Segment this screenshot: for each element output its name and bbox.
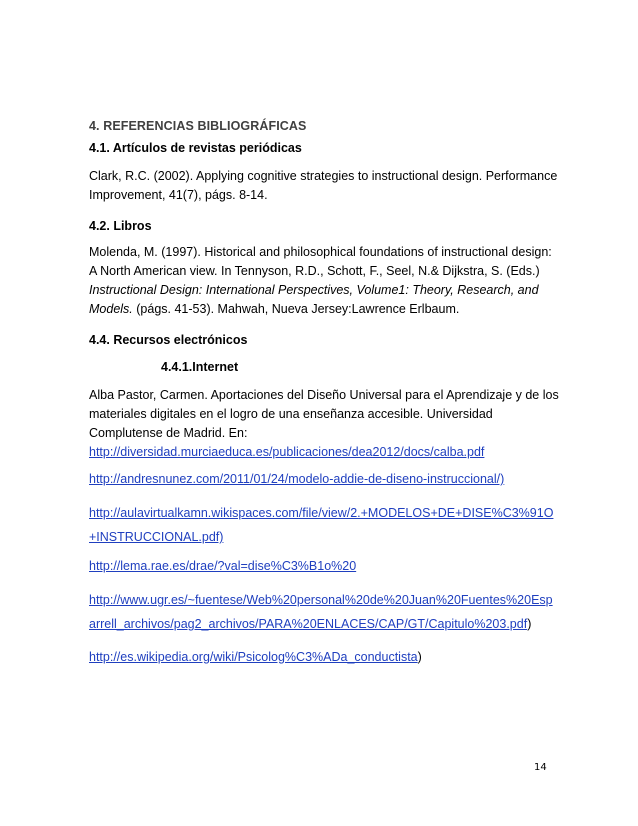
reference-clark: Clark, R.C. (2002). Applying cognitive strategies to instructional design. Performance Improvement, 41(7), págs. 8-14.: [89, 169, 558, 202]
link-ugr-capitulo[interactable]: http://www.ugr.es/~fuentese/Web%20personal%20de%20Juan%20Fuentes%20Esparrell_archivos/pag2_archivos/PARA%20ENLACES/CAP/GT/Capitulo%203.pdf: [89, 593, 553, 631]
link-ugr-suffix: ): [527, 617, 532, 631]
link-line-2: [89, 470, 559, 489]
reference-molenda: [89, 243, 559, 319]
page-number: 14: [534, 762, 547, 773]
reference-alba-pastor: Alba Pastor, Carmen. Aportaciones del Diseño Universal para el Aprendizaje y de los materiales digitales en el logro de una enseñanza accesible. Universidad Complutense de Madrid. En:: [89, 388, 559, 440]
link-line-3: [89, 501, 559, 549]
link-calba-pdf[interactable]: http://diversidad.murciaeduca.es/publicaciones/dea2012/docs/calba.pdf: [89, 445, 485, 459]
link-aulavirtual[interactable]: http://aulavirtualkamn.wikispaces.com/file/view/2.+MODELOS+DE+DISE%C3%91O+INSTRUCCIONAL.pdf): [89, 506, 554, 544]
link-line-4: [89, 557, 559, 576]
link-wikipedia-suffix: ): [417, 650, 422, 664]
references-content: [89, 118, 559, 667]
subsection-title-books: 4.2. Libros: [89, 219, 152, 233]
link-line-6: [89, 648, 559, 667]
reference-molenda-title: Instructional Design: International Perspectives, Volume1: Theory, Research, and Models.: [89, 283, 539, 316]
section-heading: 4. REFERENCIAS BIBLIOGRÁFICAS: [89, 119, 307, 133]
link-line-5: [89, 588, 559, 636]
link-rae-diseno[interactable]: http://lema.rae.es/drae/?val=dise%C3%B1o%20: [89, 559, 357, 573]
reference-molenda-text: Molenda, M. (1997). Historical and philosophical foundations of instructional design: A North American view. In Tennyson, R.D., Schott, F., Seel, N.& Dijkstra, S. (Eds.): [89, 245, 552, 278]
subsection-title-articles: 4.1. Artículos de revistas periódicas: [89, 141, 302, 155]
link-wikipedia-conductista[interactable]: http://es.wikipedia.org/wiki/Psicolog%C3%ADa_conductista: [89, 650, 418, 664]
subsection-title-electronic: 4.4. Recursos electrónicos: [89, 333, 248, 347]
reference-molenda-tail: (págs. 41-53). Mahwah, Nueva Jersey:Lawrence Erlbaum.: [132, 302, 460, 316]
subsection-title-internet: 4.4.1.Internet: [161, 360, 239, 374]
link-andresnunez[interactable]: http://andresnunez.com/2011/01/24/modelo-addie-de-diseno-instruccional/): [89, 472, 505, 486]
link-line-1: [89, 443, 559, 462]
